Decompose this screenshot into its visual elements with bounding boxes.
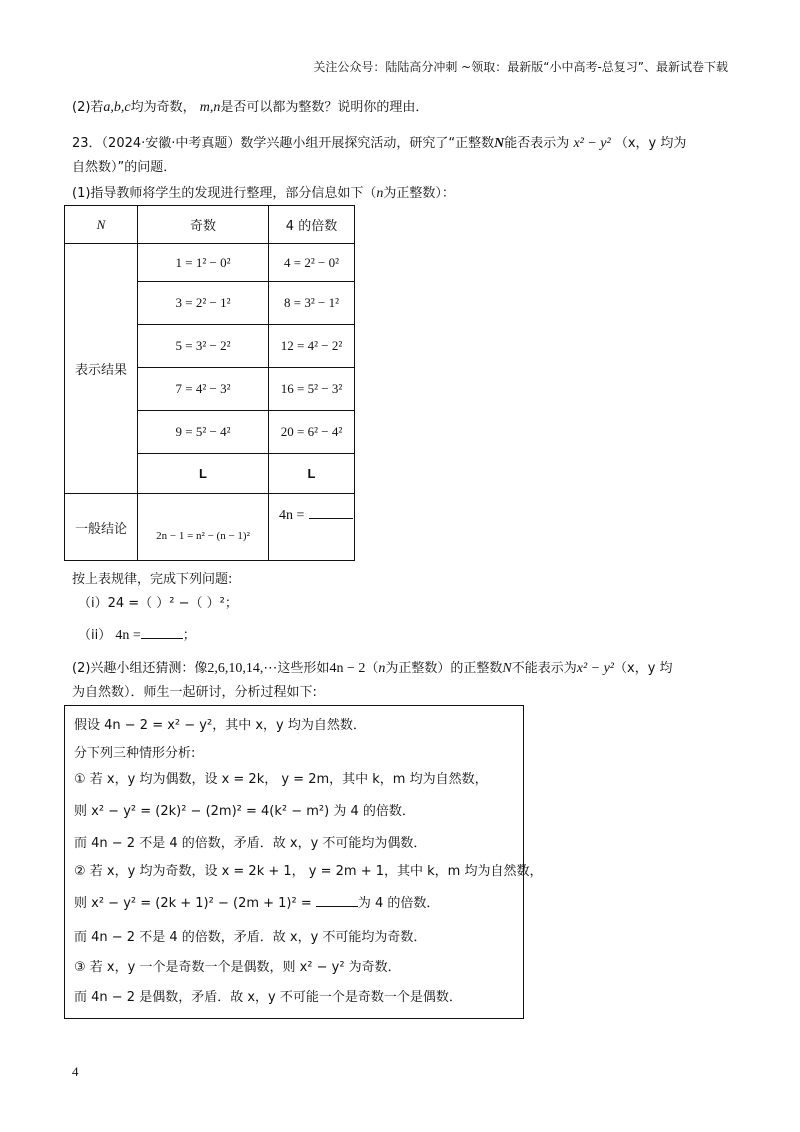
sub-question-ii — [78, 624, 196, 644]
conclusion-4n: 4n = — [279, 508, 305, 523]
part2-N: N — [502, 661, 512, 676]
analysis-line: 而 4n − 2 不是 4 的倍数，矛盾．故 x，y 不可能均为奇数． — [74, 930, 427, 945]
q23-N: N — [494, 136, 505, 151]
q23-intro-line2: 自然数）”的问题． — [72, 160, 177, 175]
q23-expr: x² − y² — [573, 136, 611, 151]
part2-c: （ — [365, 661, 379, 676]
q23-number: 23． — [72, 136, 102, 151]
part2-n: n — [378, 661, 386, 676]
part2-a: (2)兴趣小组还猜测：像 — [72, 661, 208, 676]
q22-part2-mid: 均为奇数， — [130, 100, 196, 115]
table-odd-cell: 5 = 3² − 2² — [138, 325, 269, 368]
q23-part1-n: n — [376, 186, 384, 201]
sub-ii-label: （ii） — [78, 628, 112, 643]
answer-blank[interactable] — [309, 506, 353, 519]
part2-f: （x，y 均 — [614, 661, 673, 676]
table-conclusion-odd: 2n − 1 = n² − (n − 1)² — [138, 494, 269, 561]
table-ellipsis: L — [138, 454, 269, 494]
table-mult4-cell: 12 = 4² − 2² — [269, 325, 355, 368]
analysis-line: ① 若 x，y 均为偶数，设 x = 2k， y = 2m，其中 k，m 均为自然数， — [74, 772, 488, 787]
table-conclusion-mult4 — [269, 494, 355, 561]
analysis-line: 分下列三种情形分析: — [74, 746, 196, 761]
part2-expr: x² − y² — [576, 661, 615, 676]
analysis-line: 假设 4n − 2 = x² − y²，其中 x，y 均为自然数． — [74, 718, 366, 733]
rule-line: 按上表规律，完成下列问题: — [72, 572, 233, 587]
table-row-label-results: 表示结果 — [65, 244, 138, 494]
table-mult4-cell: 8 = 3² − 1² — [269, 282, 355, 325]
table-header-N: N — [65, 206, 138, 244]
table-header-mult4: 4 的倍数 — [269, 206, 355, 244]
table-mult4-cell: 4 = 2² − 0² — [269, 244, 355, 282]
analysis-line: 而 4n − 2 不是 4 的倍数，矛盾．故 x，y 不可能均为偶数． — [74, 836, 427, 851]
table-odd-cell: 7 = 4² − 3² — [138, 368, 269, 411]
part2-form: 4n − 2 — [329, 661, 366, 676]
info-table — [64, 205, 355, 561]
q23-part1-intro-a: (1)指导教师将学生的发现进行整理，部分信息如下（ — [72, 186, 377, 201]
q22-part2-label: (2)若 — [72, 100, 104, 115]
q23-intro-a: 数学兴趣小组开展探究活动，研究了“正整数 — [240, 136, 495, 151]
q23-part1-intro — [72, 182, 455, 202]
q22-part2-end: 是否可以都为整数？说明你的理由． — [220, 100, 429, 115]
part2-e: 不能表示为 — [511, 661, 577, 676]
q22-part2 — [72, 96, 428, 116]
part2-seq: 2,6,10,14,⋯ — [207, 661, 278, 676]
part2-b: 这些形如 — [277, 661, 330, 676]
page-number: 4 — [72, 1064, 79, 1079]
table-row-label-conclusion: 一般结论 — [65, 494, 138, 561]
analysis-box — [64, 705, 543, 1019]
answer-blank[interactable] — [316, 894, 358, 907]
part2-line2: 为自然数）．师生一起研讨，分析过程如下: — [72, 685, 317, 700]
q23-part1-intro-b: 为正整数）： — [383, 186, 455, 201]
q23-intro-b: 能否表示为 — [504, 136, 570, 151]
table-ellipsis: L — [269, 454, 355, 494]
q23-intro-c: （x，y 均为 — [614, 136, 687, 151]
sub-ii-end: ； — [182, 628, 196, 643]
analysis-line: ② 若 x，y 均为奇数，设 x = 2k + 1， y = 2m + 1，其中 k，m 均为自然数， — [74, 864, 543, 879]
sub-ii-expr: 4n = — [115, 628, 141, 643]
sub-question-i: （i）24 =（ ）² −（ ）²； — [78, 596, 238, 611]
analysis-line: 则 x² − y² = (2k)² − (2m)² = 4(k² − m²) 为 4 的倍数． — [74, 804, 415, 819]
table-odd-cell: 1 = 1² − 0² — [138, 244, 269, 282]
q23-source: （2024·安徽·中考真题） — [101, 136, 241, 151]
analysis-line-with-blank — [74, 892, 439, 911]
part2-d: 为正整数）的正整数 — [385, 661, 503, 676]
analysis-text: 为 4 的倍数． — [357, 896, 440, 911]
part2-line1 — [72, 657, 673, 677]
analysis-line: ③ 若 x，y 一个是奇数一个是偶数，则 x² − y² 为奇数． — [74, 960, 401, 975]
table-mult4-cell: 20 = 6² − 4² — [269, 411, 355, 454]
analysis-line: 而 4n − 2 是偶数，矛盾．故 x，y 不可能一个是奇数一个是偶数． — [74, 990, 462, 1005]
q22-vars-mn: m,n — [199, 100, 221, 115]
table-odd-cell: 3 = 2² − 1² — [138, 282, 269, 325]
q23-intro-line1 — [72, 132, 686, 152]
q22-vars-abc: a,b,c — [103, 100, 131, 115]
table-header-odd: 奇数 — [138, 206, 269, 244]
header-note: 关注公众号：陆陆高分冲刺 ~领取：最新版“小中高考-总复习”、最新试卷下载 — [313, 60, 728, 74]
answer-blank[interactable] — [141, 626, 183, 639]
table-odd-cell: 9 = 5² − 4² — [138, 411, 269, 454]
table-mult4-cell: 16 = 5² − 3² — [269, 368, 355, 411]
analysis-text: 则 x² − y² = (2k + 1)² − (2m + 1)² = — [74, 896, 312, 911]
